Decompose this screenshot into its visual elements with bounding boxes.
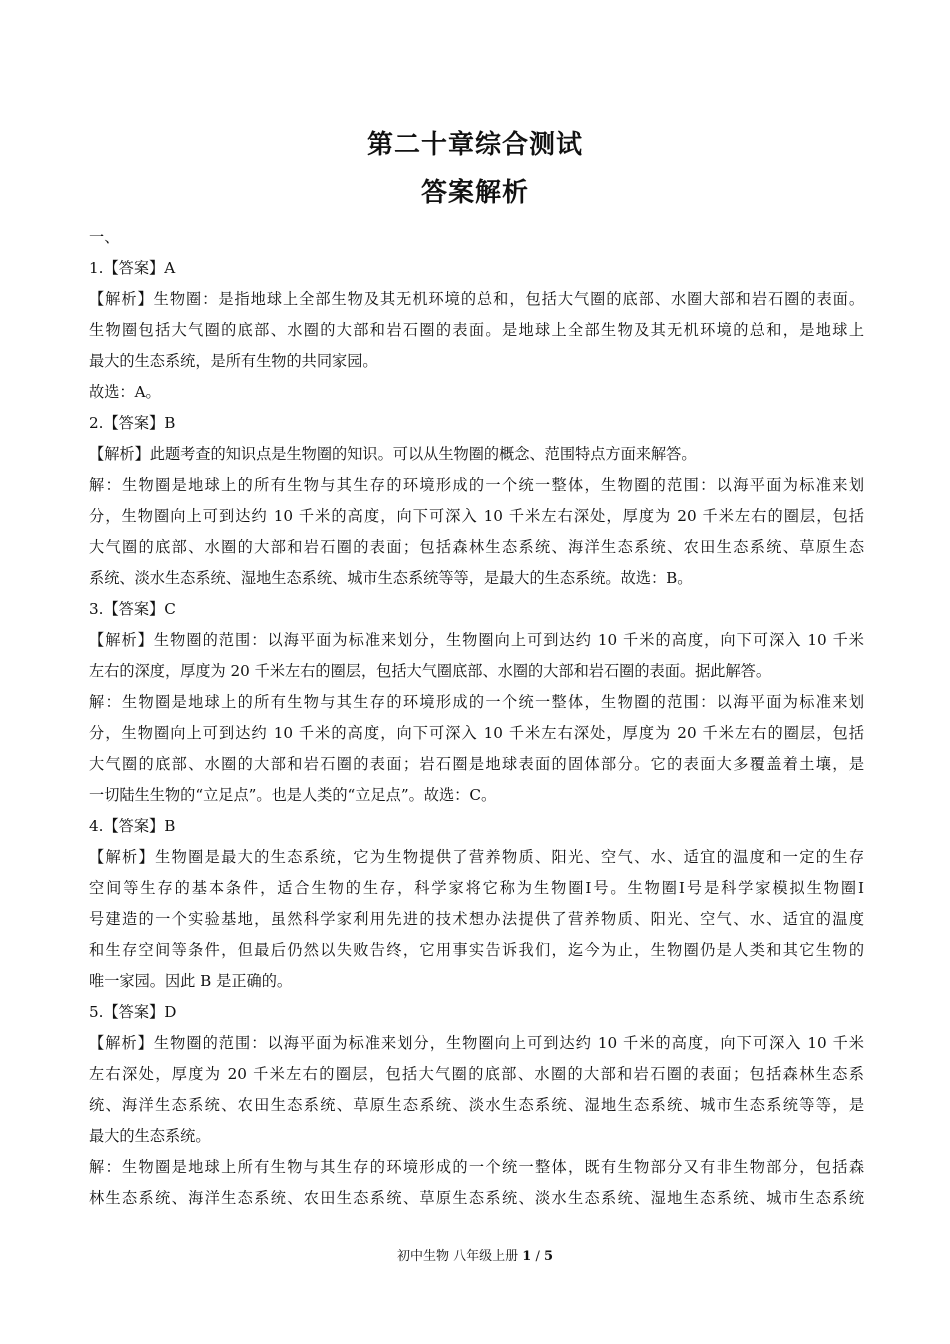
text-line: 【解析】生物圈：是指地球上全部生物及其无机环境的总和，包括大气圈的底部、水圈大部和岩石圈的表面。 [89, 290, 864, 308]
text-line: 【解析】生物圈的范围：以海平面为标准来划分，生物圈向上可到达约 10 千米的高度，向下可深入 10 千米 [89, 631, 864, 649]
text-line: 分，生物圈向上可到达约 10 千米的高度，向下可深入 10 千米左右深处，厚度为 20 千米左右的圈层，包括 [89, 507, 864, 525]
page-title: 第二十章综合测试 [366, 130, 583, 160]
text-line: 故选：A。 [89, 383, 161, 401]
text-line: 分，生物圈向上可到达约 10 千米的高度，向下可深入 10 千米左右深处，厚度为 20 千米左右的圈层，包括 [89, 724, 864, 742]
text-line: 号建造的一个实验基地，虽然科学家利用先进的技术想办法提供了营养物质、阳光、空气、水、适宜的温度 [89, 910, 864, 928]
text-line: 1.【答案】A [89, 259, 176, 277]
text-line: 系统、淡水生态系统、湿地生态系统、城市生态系统等等，是最大的生态系统。故选：B。 [89, 569, 693, 587]
text-line: 【解析】生物圈是最大的生态系统，它为生物提供了营养物质、阳光、空气、水、适宜的温度和一定的生存 [89, 848, 864, 866]
footer-separator: / [535, 1249, 540, 1264]
text-line: 解：生物圈是地球上的所有生物与其生存的环境形成的一个统一整体，生物圈的范围：以海平面为标准来划 [89, 693, 864, 711]
footer-book-label: 初中生物 八年级上册 [396, 1249, 519, 1264]
text-line: 唯一家园。因此 B 是正确的。 [89, 972, 293, 990]
text-line: 左右的深度，厚度为 20 千米左右的圈层，包括大气圈底部、水圈的大部和岩石圈的表面。据此解答。 [89, 662, 772, 680]
text-line: 3.【答案】C [89, 600, 176, 618]
text-line: 解：生物圈是地球上的所有生物与其生存的环境形成的一个统一整体，生物圈的范围：以海平面为标准来划 [89, 476, 864, 494]
footer-page-number: 1 [522, 1249, 532, 1264]
text-line: 一、 [89, 228, 120, 246]
text-line: 统、海洋生态系统、农田生态系统、草原生态系统、淡水生态系统、湿地生态系统、城市生态系统等等，是 [89, 1096, 864, 1114]
text-line: 生物圈包括大气圈的底部、水圈的大部和岩石圈的表面。是地球上全部生物及其无机环境的总和，是地球上 [89, 321, 864, 339]
text-line: 大气圈的底部、水圈的大部和岩石圈的表面；包括森林生态系统、海洋生态系统、农田生态系统、草原生态 [89, 538, 864, 556]
text-line: 林生态系统、海洋生态系统、农田生态系统、草原生态系统、淡水生态系统、湿地生态系统、城市生态系统 [89, 1189, 864, 1207]
text-line: 大气圈的底部、水圈的大部和岩石圈的表面；岩石圈是地球表面的固体部分。它的表面大多覆盖着土壤，是 [89, 755, 864, 773]
text-line: 和生存空间等条件，但最后仍然以失败告终，它用事实告诉我们，迄今为止，生物圈仍是人类和其它生物的 [89, 941, 864, 959]
text-line: 一切陆生生物的“立足点”。也是人类的“立足点”。故选：C。 [89, 786, 497, 804]
text-line: 【解析】生物圈的范围：以海平面为标准来划分，生物圈向上可到达约 10 千米的高度，向下可深入 10 千米 [89, 1034, 864, 1052]
text-line: 解：生物圈是地球上所有生物与其生存的环境形成的一个统一整体，既有生物部分又有非生物部分，包括森 [89, 1158, 864, 1176]
footer-page-total: 5 [543, 1249, 554, 1264]
text-line: 4.【答案】B [89, 817, 176, 835]
page-subtitle: 答案解析 [420, 178, 529, 208]
text-line: 空间等生存的基本条件，适合生物的生存，科学家将它称为生物圈Ⅰ号。生物圈Ⅰ号是科学家模拟生物圈Ⅰ [89, 879, 864, 897]
text-line: 2.【答案】B [89, 414, 176, 432]
text-line: 最大的生态系统。 [89, 1127, 211, 1145]
text-line: 左右深处，厚度为 20 千米左右的圈层，包括大气圈的底部、水圈的大部和岩石圈的表面；包括森林生态系 [89, 1065, 864, 1083]
document-body [89, 222, 864, 1214]
page-footer [0, 1245, 950, 1264]
text-line: 5.【答案】D [89, 1003, 177, 1021]
text-line: 最大的生态系统，是所有生物的共同家园。 [89, 352, 378, 370]
text-line: 【解析】此题考查的知识点是生物圈的知识。可以从生物圈的概念、范围特点方面来解答。 [89, 445, 697, 463]
